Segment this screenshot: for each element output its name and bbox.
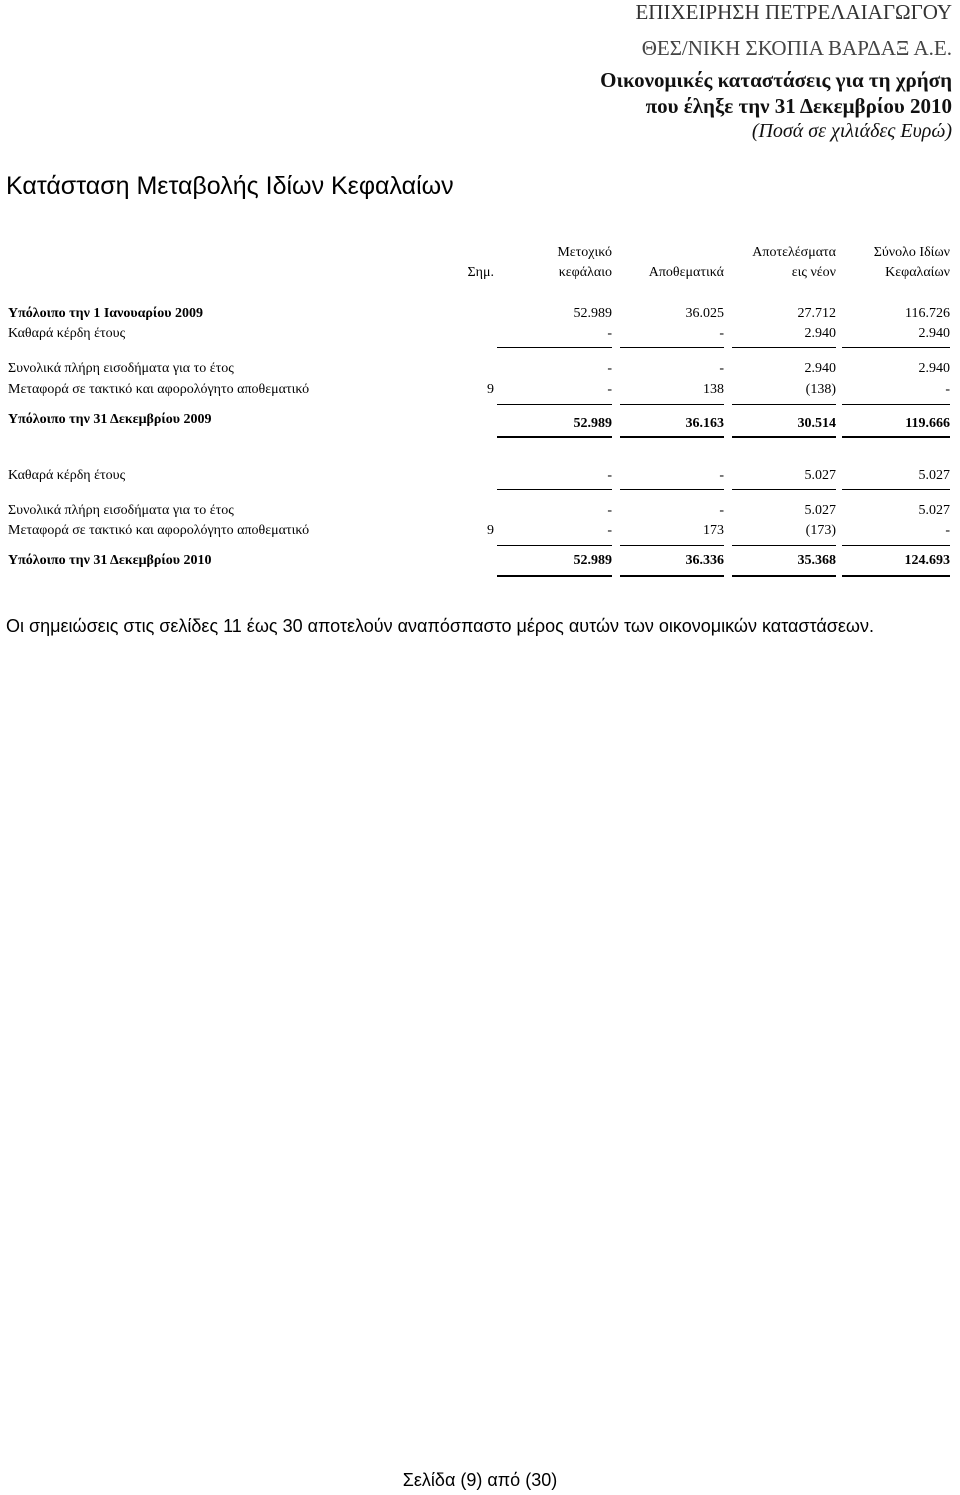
row-reserves: -: [719, 503, 724, 518]
row-retained: 35.368: [797, 553, 836, 568]
total-rule-share-capital: [497, 436, 612, 438]
row-total: 5.027: [918, 503, 950, 518]
row-share-capital: -: [607, 326, 612, 341]
page-title: Κατάσταση Μεταβολής Ιδίων Κεφαλαίων: [6, 172, 454, 200]
row-total: -: [945, 523, 950, 538]
subtotal-rule-total: [842, 404, 950, 405]
column-header-retained-line2: εις νέον: [791, 265, 836, 280]
row-label: Καθαρά κέρδη έτους: [8, 468, 126, 483]
column-header-retained-line1: Αποτελέσματα: [752, 245, 836, 260]
row-total: 119.666: [905, 416, 950, 431]
table-row: [0, 382, 960, 402]
column-header-share-capital-line2: κεφάλαιο: [558, 265, 612, 280]
table-row: [0, 412, 960, 432]
subtotal-rule-share-capital: [497, 545, 612, 546]
column-header-note: Σημ.: [467, 265, 494, 280]
row-share-capital: 52.989: [573, 553, 612, 568]
column-header-share-capital-line1: Μετοχικό: [557, 245, 612, 260]
row-reserves: 36.336: [685, 553, 724, 568]
total-rule-reserves: [620, 575, 724, 577]
row-label: Συνολικά πλήρη εισοδήματα για το έτος: [8, 503, 234, 518]
subtotal-rule-retained: [732, 347, 836, 348]
column-header-reserves: Αποθεματικά: [648, 265, 724, 280]
row-share-capital: -: [607, 468, 612, 483]
total-rule-share-capital: [497, 575, 612, 577]
row-share-capital: -: [607, 361, 612, 376]
row-label: Υπόλοιπο την 31 Δεκεμβρίου 2010: [8, 553, 212, 568]
row-label: Καθαρά κέρδη έτους: [8, 326, 126, 341]
total-rule-retained: [732, 436, 836, 438]
subtotal-rule-reserves: [620, 489, 724, 490]
row-reserves: 138: [703, 382, 724, 397]
row-total: 124.693: [904, 553, 950, 568]
row-label: Υπόλοιπο την 31 Δεκεμβρίου 2009: [8, 412, 212, 427]
total-rule-retained: [732, 575, 836, 577]
row-reserves: 173: [703, 523, 724, 538]
row-share-capital: -: [607, 382, 612, 397]
row-retained: 2.940: [804, 326, 836, 341]
table-row: [0, 361, 960, 381]
row-total: 5.027: [918, 468, 950, 483]
row-total: 2.940: [918, 361, 950, 376]
column-header-total-line2: Κεφαλαίων: [885, 265, 950, 280]
row-reserves: 36.163: [685, 416, 724, 431]
total-rule-total: [842, 575, 950, 577]
row-retained: 2.940: [804, 361, 836, 376]
row-retained: (138): [805, 382, 836, 397]
page-number: Σελίδα (9) από (30): [402, 1470, 558, 1490]
row-label: Μεταφορά σε τακτικό και αφορολόγητο αποθεματικό: [8, 382, 310, 397]
column-header-total-line1: Σύνολο Ιδίων: [873, 245, 950, 260]
table-row: [0, 306, 960, 326]
row-label: Συνολικά πλήρη εισοδήματα για το έτος: [8, 361, 234, 376]
company-name: ΕΠΙΧΕΙΡΗΣΗ ΠΕΤΡΕΛΑΙΑΓΩΓΟΥ: [635, 0, 952, 24]
subtotal-rule-reserves: [620, 347, 724, 348]
row-retained: 5.027: [804, 468, 836, 483]
subtotal-rule-share-capital: [497, 347, 612, 348]
total-rule-total: [842, 436, 950, 438]
table-row: [0, 326, 960, 346]
table-row: [0, 468, 960, 488]
notes-footnote: Οι σημειώσεις στις σελίδες 11 έως 30 αποτελούν αναπόσπαστο μέρος αυτών των οικονομικών καταστάσεων.: [6, 616, 874, 636]
table-row: [0, 553, 960, 573]
table-row: [0, 503, 960, 523]
subtotal-rule-total: [842, 347, 950, 348]
row-share-capital: 52.989: [573, 416, 612, 431]
row-retained: 5.027: [804, 503, 836, 518]
row-label: Μεταφορά σε τακτικό και αφορολόγητο αποθεματικό: [8, 523, 310, 538]
row-label: Υπόλοιπο την 1 Ιανουαρίου 2009: [8, 306, 204, 321]
row-total: 116.726: [905, 306, 950, 321]
row-reserves: -: [719, 361, 724, 376]
row-reserves: -: [719, 326, 724, 341]
row-reserves: -: [719, 468, 724, 483]
row-share-capital: 52.989: [573, 306, 612, 321]
row-retained: (173): [805, 523, 836, 538]
row-total: 2.940: [918, 326, 950, 341]
subtotal-rule-total: [842, 489, 950, 490]
total-rule-reserves: [620, 436, 724, 438]
statements-title: Οικονομικές καταστάσεις για τη χρήση: [600, 68, 952, 92]
row-note: 9: [487, 382, 494, 397]
row-reserves: 36.025: [685, 306, 724, 321]
subtotal-rule-share-capital: [497, 489, 612, 490]
subtotal-rule-retained: [732, 489, 836, 490]
subtotal-rule-reserves: [620, 545, 724, 546]
row-note: 9: [487, 523, 494, 538]
table-row: [0, 523, 960, 543]
statements-period: που έληξε την 31 Δεκεμβρίου 2010: [645, 94, 952, 118]
currency-note: (Ποσά σε χιλιάδες Ευρώ): [751, 120, 952, 142]
row-share-capital: -: [607, 503, 612, 518]
subtotal-rule-reserves: [620, 404, 724, 405]
subtotal-rule-retained: [732, 404, 836, 405]
subtotal-rule-total: [842, 545, 950, 546]
company-route: ΘΕΣ/ΝΙΚΗ ΣΚΟΠΙΑ ΒΑΡΔΑΞ Α.Ε.: [641, 36, 952, 60]
row-share-capital: -: [607, 523, 612, 538]
row-retained: 30.514: [797, 416, 836, 431]
subtotal-rule-share-capital: [497, 404, 612, 405]
row-retained: 27.712: [797, 306, 836, 321]
subtotal-rule-retained: [732, 545, 836, 546]
row-total: -: [945, 382, 950, 397]
